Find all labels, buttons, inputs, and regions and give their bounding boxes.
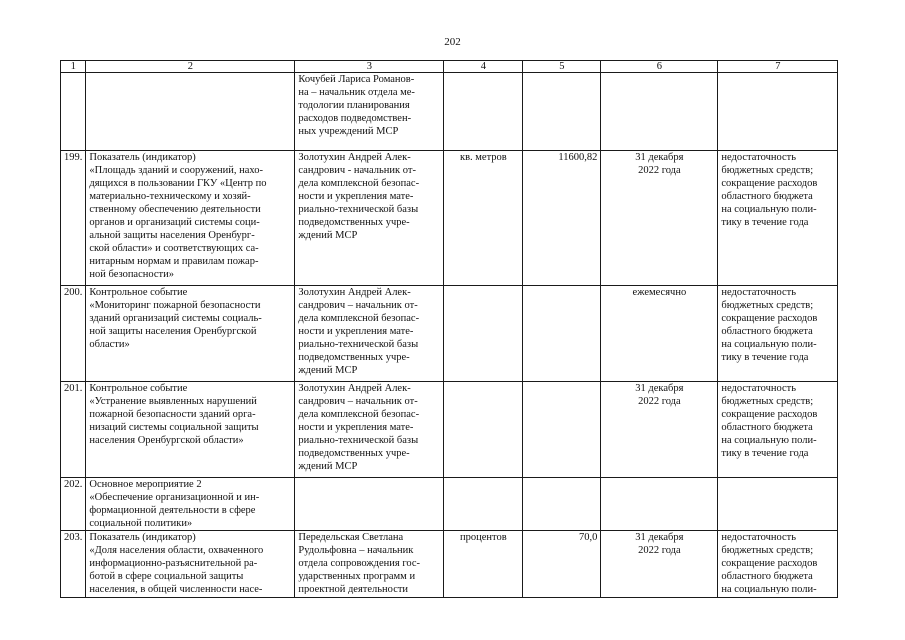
risk-cell-line: на социальную поли- <box>721 584 817 594</box>
row-number-cell-text: 200. <box>64 287 83 298</box>
risk-cell-line: сокращение расходов <box>721 178 818 189</box>
risk-cell-line: областного бюджета <box>721 326 813 337</box>
unit-cell-text: процентов <box>460 532 507 543</box>
value-cell <box>523 73 601 151</box>
unit-cell <box>444 151 523 286</box>
value-cell-text: 70,0 <box>579 532 598 543</box>
risk-cell-line: недостаточность <box>721 152 797 163</box>
row-number-cell <box>61 382 86 478</box>
row-number-cell-text: 201. <box>64 383 83 394</box>
event-cell <box>86 478 295 531</box>
risk-cell <box>718 478 838 531</box>
value-cell <box>523 531 601 598</box>
page-number: 202 <box>444 36 461 48</box>
risk-cell-line: недостаточность <box>721 287 797 298</box>
column-header: 7 <box>718 61 838 73</box>
event-cell-line: населения Оренбургской области» <box>89 435 244 446</box>
unit-cell <box>444 73 523 151</box>
risk-cell <box>718 73 838 151</box>
row-number-cell <box>61 478 86 531</box>
row-number-cell <box>61 73 86 151</box>
responsible-cell-line: дела комплексной безопас- <box>298 409 420 420</box>
unit-cell <box>444 382 523 478</box>
risk-cell-line: сокращение расходов <box>721 409 818 420</box>
deadline-cell-line: 31 декабря <box>635 383 684 394</box>
responsible-cell-line: ждений МСР <box>298 461 358 472</box>
responsible-cell-line: риально-технической базы <box>298 204 419 215</box>
deadline-cell <box>601 151 718 286</box>
risk-cell-line: недостаточность <box>721 532 797 543</box>
deadline-cell-line: ежемесячно <box>632 287 687 298</box>
risk-cell-line: тику в течение года <box>721 352 809 363</box>
responsible-cell-line: Кочубей Лариса Романов- <box>298 74 415 85</box>
deadline-cell-line: 31 декабря <box>635 152 684 163</box>
risk-cell-line: областного бюджета <box>721 571 813 582</box>
responsible-cell <box>295 478 444 531</box>
responsible-cell-line: риально-технической базы <box>298 435 419 446</box>
risk-cell <box>718 286 838 382</box>
risk-cell-line: бюджетных средств; <box>721 396 814 407</box>
event-cell-line: ской области» и соответствующих са- <box>89 243 259 254</box>
column-header: 3 <box>295 61 444 73</box>
responsible-cell-line: Золотухин Андрей Алек- <box>298 383 411 394</box>
event-cell-line: «Доля населения области, охваченного <box>89 545 264 556</box>
event-cell-line: нитарным нормам и правилам пожар- <box>89 256 259 267</box>
responsible-cell-line: Золотухин Андрей Алек- <box>298 287 411 298</box>
event-cell-line: информационно-разъяснительной ра- <box>89 558 258 569</box>
responsible-cell <box>295 531 444 598</box>
event-cell-line: «Обеспечение организационной и ин- <box>89 492 260 503</box>
event-cell-line: дящихся в пользовании ГКУ «Центр по <box>89 178 267 189</box>
responsible-cell-line: отдела сопровождения гос- <box>298 558 421 569</box>
deadline-cell <box>601 73 718 151</box>
responsible-cell <box>295 151 444 286</box>
responsible-cell-line: подведомственных учре- <box>298 448 410 459</box>
responsible-cell-line: сандрович – начальник от- <box>298 300 418 311</box>
row-number-cell <box>61 151 86 286</box>
unit-cell <box>444 531 523 598</box>
event-cell <box>86 151 295 286</box>
value-cell <box>523 478 601 531</box>
responsible-cell-line: сандрович - начальник от- <box>298 165 416 176</box>
table-row <box>61 151 838 286</box>
risk-cell-line: на социальную поли- <box>721 435 817 446</box>
responsible-cell-line: проектной деятельности <box>298 584 409 594</box>
column-header: 4 <box>444 61 523 73</box>
deadline-cell <box>601 286 718 382</box>
event-cell-line: Контрольное событие <box>89 383 188 394</box>
risk-cell-line: областного бюджета <box>721 191 813 202</box>
row-number-cell-text: 202. <box>64 479 83 490</box>
risk-cell-line: на социальную поли- <box>721 339 817 350</box>
risk-cell-line: бюджетных средств; <box>721 165 814 176</box>
column-header: 1 <box>61 61 86 73</box>
row-number-cell <box>61 531 86 598</box>
value-cell <box>523 382 601 478</box>
responsible-cell-line: ждений МСР <box>298 230 358 241</box>
risk-cell-line: на социальную поли- <box>721 204 817 215</box>
event-cell-line: ной защиты населения Оренбургской <box>89 326 257 337</box>
event-cell-line: ной безопасности» <box>89 269 175 280</box>
responsible-cell-line: риально-технической базы <box>298 339 419 350</box>
responsible-cell-line: ности и укрепления мате- <box>298 326 414 337</box>
plan-table <box>60 60 838 598</box>
column-header: 6 <box>601 61 718 73</box>
responsible-cell-line: ударственных программ и <box>298 571 416 582</box>
event-cell-line: «Мониторинг пожарной безопасности <box>89 300 261 311</box>
event-cell-line: социальной политики» <box>89 518 193 529</box>
risk-cell-line: сокращение расходов <box>721 313 818 324</box>
table-body <box>61 73 838 598</box>
responsible-cell-line: подведомственных учре- <box>298 352 410 363</box>
deadline-cell <box>601 531 718 598</box>
responsible-cell-line: подведомственных учре- <box>298 217 410 228</box>
responsible-cell-line: на – начальник отдела ме- <box>298 87 415 98</box>
responsible-cell <box>295 73 444 151</box>
deadline-cell <box>601 478 718 531</box>
deadline-cell-line: 2022 года <box>638 545 681 556</box>
event-cell-line: «Устранение выявленных нарушений <box>89 396 257 407</box>
event-cell-line: зданий организаций системы социаль- <box>89 313 262 324</box>
row-number-cell-text: 199. <box>64 152 83 163</box>
event-cell-line: ственному обеспечению деятельности <box>89 204 261 215</box>
event-cell-line: ботой в сфере социальной защиты <box>89 571 244 582</box>
responsible-cell-line: ных учреждений МСР <box>298 126 399 137</box>
column-header: 2 <box>86 61 295 73</box>
unit-cell <box>444 478 523 531</box>
responsible-cell-line: ждений МСР <box>298 365 358 376</box>
responsible-cell-line: Золотухин Андрей Алек- <box>298 152 411 163</box>
event-cell <box>86 382 295 478</box>
event-cell-line: Показатель (индикатор) <box>89 152 196 163</box>
deadline-cell <box>601 382 718 478</box>
deadline-cell-line: 31 декабря <box>635 532 684 543</box>
event-cell-line: низаций системы социальной защиты <box>89 422 259 433</box>
responsible-cell-line: Передельская Светлана <box>298 532 404 543</box>
value-cell-text: 11600,82 <box>558 152 598 163</box>
risk-cell <box>718 382 838 478</box>
responsible-cell-line: тодологии планирования <box>298 100 410 111</box>
risk-cell-line: тику в течение года <box>721 448 809 459</box>
deadline-cell-line: 2022 года <box>638 396 681 407</box>
unit-cell <box>444 286 523 382</box>
table-row <box>61 531 838 598</box>
table-row <box>61 73 838 151</box>
event-cell-line: Основное мероприятие 2 <box>89 479 202 490</box>
table-row <box>61 478 838 531</box>
responsible-cell-line: расходов подведомствен- <box>298 113 412 124</box>
event-cell <box>86 286 295 382</box>
event-cell-line: населения, в общей численности насе- <box>89 584 263 594</box>
responsible-cell-line: дела комплексной безопас- <box>298 313 420 324</box>
event-cell-line: пожарной безопасности зданий орга- <box>89 409 256 420</box>
event-cell-line: Контрольное событие <box>89 287 188 298</box>
event-cell <box>86 531 295 598</box>
risk-cell-line: областного бюджета <box>721 422 813 433</box>
table-row <box>61 286 838 382</box>
value-cell <box>523 286 601 382</box>
risk-cell <box>718 531 838 598</box>
risk-cell-line: сокращение расходов <box>721 558 818 569</box>
risk-cell <box>718 151 838 286</box>
event-cell <box>86 73 295 151</box>
risk-cell-line: тику в течение года <box>721 217 809 228</box>
value-cell <box>523 151 601 286</box>
column-numbers-row <box>61 61 838 73</box>
event-cell-line: альной защиты населения Оренбург- <box>89 230 255 241</box>
event-cell-line: Показатель (индикатор) <box>89 532 196 543</box>
risk-cell-line: бюджетных средств; <box>721 545 814 556</box>
column-header: 5 <box>523 61 601 73</box>
unit-cell-text: кв. метров <box>459 152 507 163</box>
row-number-cell <box>61 286 86 382</box>
event-cell-line: «Площадь зданий и сооружений, нахо- <box>89 165 264 176</box>
event-cell-line: области» <box>89 339 130 350</box>
responsible-cell <box>295 286 444 382</box>
event-cell-line: органов и организаций системы соци- <box>89 217 260 228</box>
event-cell-line: формационной деятельности в сфере <box>89 505 256 516</box>
responsible-cell <box>295 382 444 478</box>
responsible-cell-line: ности и укрепления мате- <box>298 422 414 433</box>
responsible-cell-line: сандрович – начальник от- <box>298 396 418 407</box>
table-row <box>61 382 838 478</box>
deadline-cell-line: 2022 года <box>638 165 681 176</box>
responsible-cell-line: Рудольфовна – начальник <box>298 545 414 556</box>
risk-cell-line: недостаточность <box>721 383 797 394</box>
risk-cell-line: бюджетных средств; <box>721 300 814 311</box>
responsible-cell-line: ности и укрепления мате- <box>298 191 414 202</box>
event-cell-line: материально-техническому и хозяй- <box>89 191 251 202</box>
row-number-cell-text: 203. <box>64 532 83 543</box>
responsible-cell-line: дела комплексной безопас- <box>298 178 420 189</box>
